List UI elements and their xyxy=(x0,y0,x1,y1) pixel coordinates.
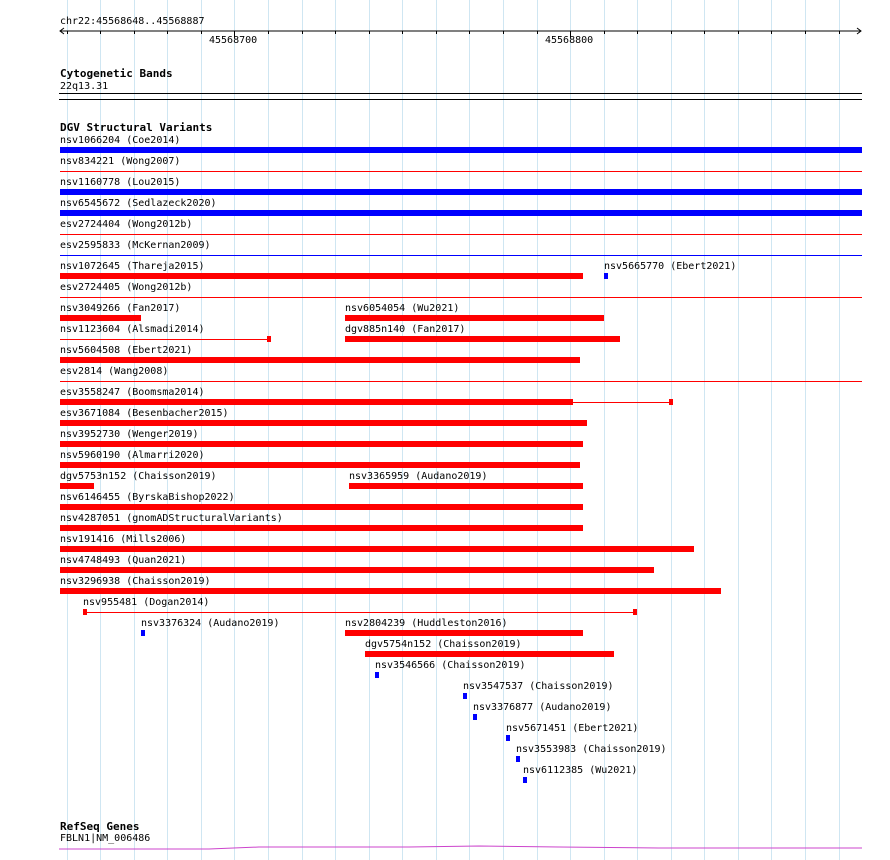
variant-bar[interactable] xyxy=(463,693,467,699)
variant-label[interactable]: nsv1123604 (Alsmadi2014) xyxy=(60,324,205,335)
variant-label[interactable]: nsv2804239 (Huddleston2016) xyxy=(345,618,508,629)
cytoband-track-title: Cytogenetic Bands xyxy=(60,67,173,80)
variant-line[interactable] xyxy=(60,255,862,256)
variant-end-marker[interactable] xyxy=(669,399,673,405)
ruler-axis[interactable] xyxy=(58,26,864,40)
variant-label[interactable]: nsv3296938 (Chaisson2019) xyxy=(60,576,211,587)
grid-line xyxy=(469,0,470,860)
variant-label[interactable]: nsv3365959 (Audano2019) xyxy=(349,471,488,482)
variant-label[interactable]: esv3671084 (Besenbacher2015) xyxy=(60,408,229,419)
grid-line xyxy=(671,0,672,860)
variant-label[interactable]: nsv5665770 (Ebert2021) xyxy=(604,261,737,272)
variant-label[interactable]: nsv3049266 (Fan2017) xyxy=(60,303,181,314)
variant-label[interactable]: nsv955481 (Dogan2014) xyxy=(83,597,210,608)
variant-bar[interactable] xyxy=(60,273,583,279)
variant-bar[interactable] xyxy=(60,462,580,468)
cytoband-track-line-lower xyxy=(59,99,862,100)
variant-bar[interactable] xyxy=(60,210,862,216)
grid-line xyxy=(234,0,235,860)
ruler-tick-label: 45568700 xyxy=(209,35,258,46)
variant-bar[interactable] xyxy=(473,714,477,720)
grid-line xyxy=(839,0,840,860)
refseq-gene-label[interactable]: FBLN1|NM_006486 xyxy=(60,833,151,844)
variant-label[interactable]: esv2814 (Wang2008) xyxy=(60,366,169,377)
variant-label[interactable]: esv2724404 (Wong2012b) xyxy=(60,219,193,230)
variant-bar[interactable] xyxy=(60,420,587,426)
variant-bar[interactable] xyxy=(604,273,608,279)
refseq-gene-feature[interactable] xyxy=(59,842,863,852)
variant-bar[interactable] xyxy=(345,630,583,636)
variant-bar[interactable] xyxy=(60,315,141,321)
grid-line xyxy=(436,0,437,860)
variant-line[interactable] xyxy=(60,381,862,382)
variant-line[interactable] xyxy=(60,297,862,298)
refseq-track-title: RefSeq Genes xyxy=(60,820,140,833)
variant-label[interactable]: dgv5753n152 (Chaisson2019) xyxy=(60,471,217,482)
grid-line xyxy=(335,0,336,860)
variant-bar[interactable] xyxy=(60,189,862,195)
variant-label[interactable]: nsv6545672 (Sedlazeck2020) xyxy=(60,198,217,209)
variant-label[interactable]: nsv3952730 (Wenger2019) xyxy=(60,429,199,440)
variant-bar[interactable] xyxy=(60,504,583,510)
dgv-track-title: DGV Structural Variants xyxy=(60,121,213,134)
grid-line xyxy=(402,0,403,860)
variant-label[interactable]: nsv3376324 (Audano2019) xyxy=(141,618,280,629)
variant-label[interactable]: nsv4287051 (gnomADStructuralVariants) xyxy=(60,513,283,524)
variant-label[interactable]: nsv3553983 (Chaisson2019) xyxy=(516,744,667,755)
variant-line[interactable] xyxy=(60,339,271,340)
variant-label[interactable]: dgv5754n152 (Chaisson2019) xyxy=(365,639,522,650)
variant-bar[interactable] xyxy=(60,399,573,405)
variant-label[interactable]: nsv6146455 (ByrskaBishop2022) xyxy=(60,492,235,503)
variant-label[interactable]: nsv5604508 (Ebert2021) xyxy=(60,345,193,356)
grid-line xyxy=(369,0,370,860)
variant-bar[interactable] xyxy=(60,525,583,531)
variant-label[interactable]: nsv5960190 (Almarri2020) xyxy=(60,450,205,461)
variant-label[interactable]: nsv1160778 (Lou2015) xyxy=(60,177,181,188)
variant-bar[interactable] xyxy=(345,336,620,342)
variant-label[interactable]: nsv1072645 (Thareja2015) xyxy=(60,261,205,272)
variant-label[interactable]: esv3558247 (Boomsma2014) xyxy=(60,387,205,398)
variant-bar[interactable] xyxy=(60,588,721,594)
variant-label[interactable]: nsv191416 (Mills2006) xyxy=(60,534,187,545)
variant-bar[interactable] xyxy=(60,147,862,153)
variant-line[interactable] xyxy=(60,171,862,172)
variant-bar[interactable] xyxy=(60,357,580,363)
variant-bar[interactable] xyxy=(375,672,379,678)
grid-line xyxy=(771,0,772,860)
grid-line xyxy=(704,0,705,860)
variant-bar[interactable] xyxy=(349,483,583,489)
cytoband-track-line xyxy=(59,93,862,94)
variant-label[interactable]: esv2595833 (McKernan2009) xyxy=(60,240,211,251)
grid-line xyxy=(738,0,739,860)
variant-label[interactable]: nsv3546566 (Chaisson2019) xyxy=(375,660,526,671)
variant-bar[interactable] xyxy=(60,441,583,447)
variant-label[interactable]: nsv1066204 (Coe2014) xyxy=(60,135,181,146)
variant-bar[interactable] xyxy=(345,315,604,321)
grid-line xyxy=(268,0,269,860)
variant-end-marker[interactable] xyxy=(83,609,87,615)
variant-bar[interactable] xyxy=(516,756,520,762)
variant-label[interactable]: esv2724405 (Wong2012b) xyxy=(60,282,193,293)
variant-label[interactable]: nsv5671451 (Ebert2021) xyxy=(506,723,639,734)
grid-line xyxy=(805,0,806,860)
variant-bar[interactable] xyxy=(523,777,527,783)
variant-label[interactable]: nsv6054054 (Wu2021) xyxy=(345,303,460,314)
variant-end-marker[interactable] xyxy=(267,336,271,342)
location-label: chr22:45568648..45568887 xyxy=(60,16,205,27)
variant-line[interactable] xyxy=(573,402,671,403)
variant-bar[interactable] xyxy=(141,630,145,636)
variant-bar[interactable] xyxy=(60,567,654,573)
variant-label[interactable]: nsv3547537 (Chaisson2019) xyxy=(463,681,614,692)
variant-line[interactable] xyxy=(83,612,637,613)
variant-bar[interactable] xyxy=(365,651,614,657)
grid-line xyxy=(302,0,303,860)
variant-label[interactable]: nsv6112385 (Wu2021) xyxy=(523,765,638,776)
variant-label[interactable]: nsv834221 (Wong2007) xyxy=(60,156,181,167)
variant-bar[interactable] xyxy=(506,735,510,741)
variant-label[interactable]: nsv4748493 (Quan2021) xyxy=(60,555,187,566)
variant-label[interactable]: nsv3376877 (Audano2019) xyxy=(473,702,612,713)
grid-line xyxy=(503,0,504,860)
variant-line[interactable] xyxy=(60,234,862,235)
ruler-tick-label: 45568800 xyxy=(545,35,594,46)
variant-end-marker[interactable] xyxy=(633,609,637,615)
variant-bar[interactable] xyxy=(60,483,94,489)
cytoband-label: 22q13.31 xyxy=(60,81,109,92)
variant-bar[interactable] xyxy=(60,546,694,552)
variant-label[interactable]: dgv885n140 (Fan2017) xyxy=(345,324,466,335)
